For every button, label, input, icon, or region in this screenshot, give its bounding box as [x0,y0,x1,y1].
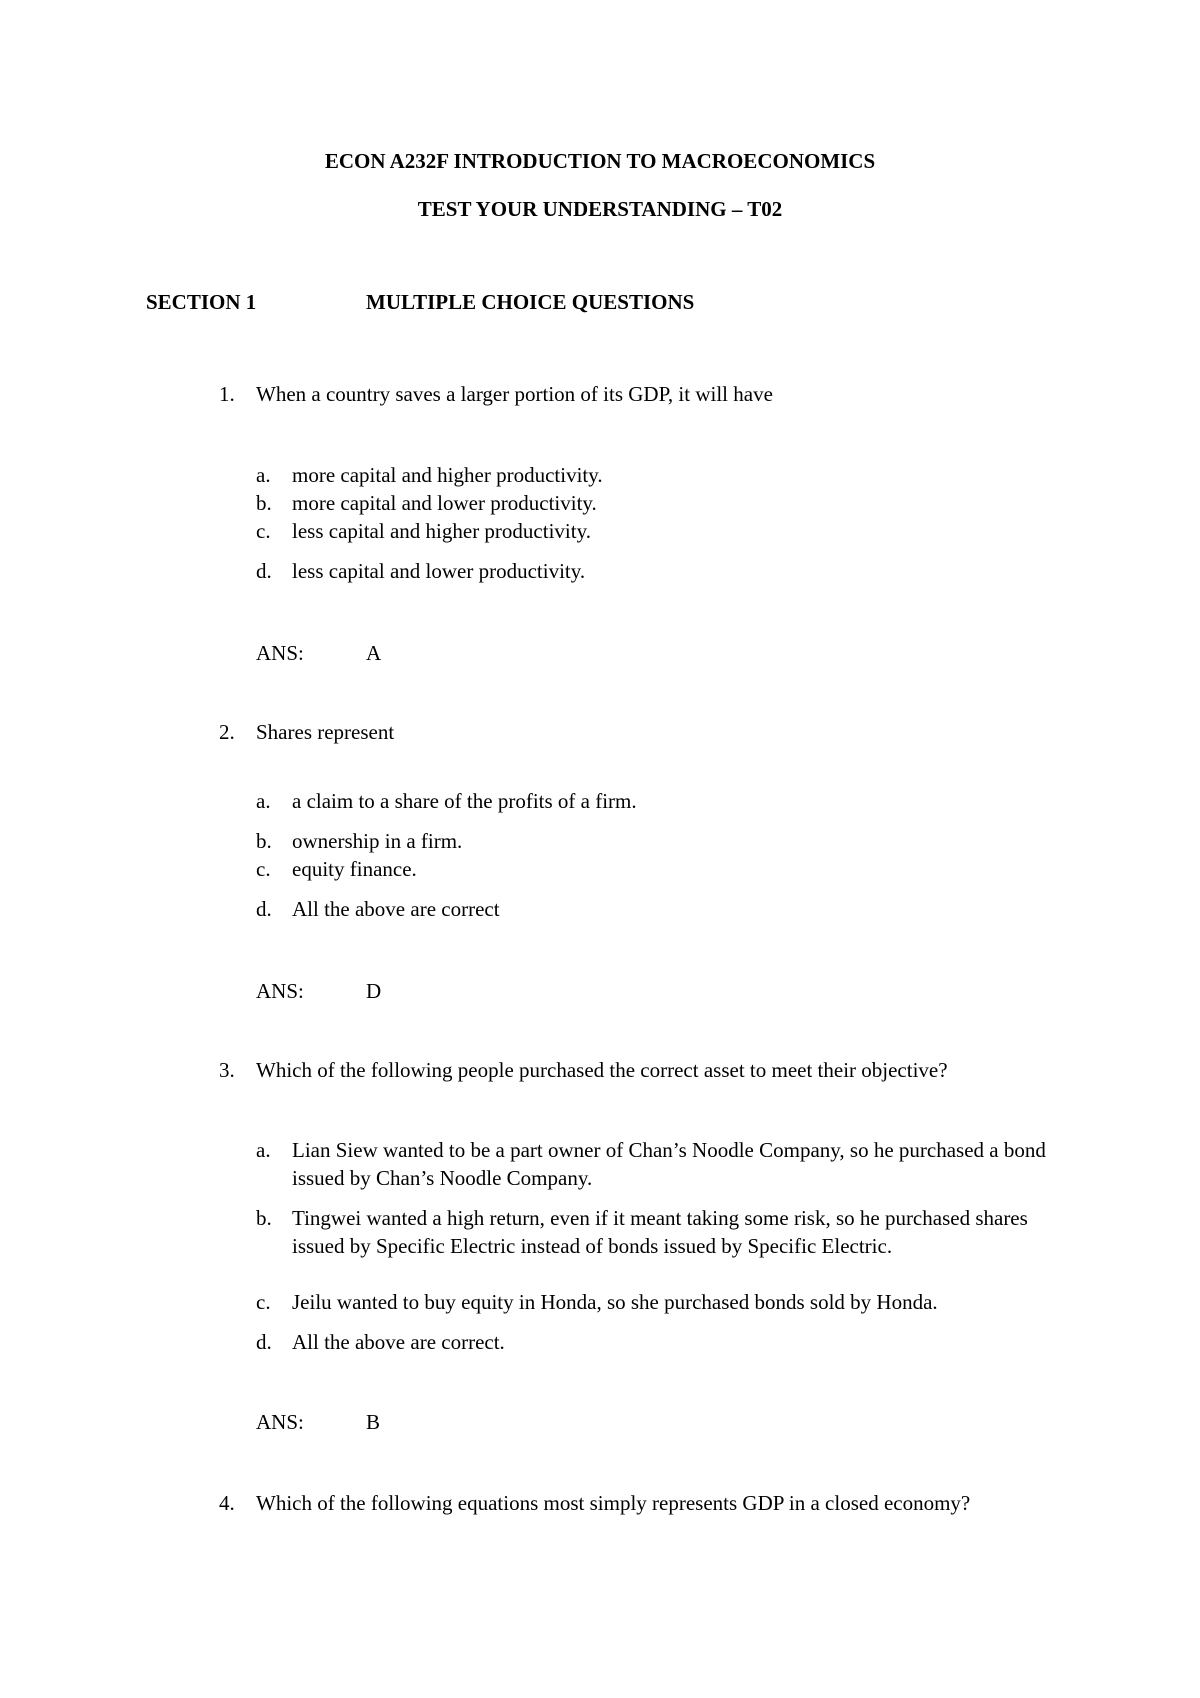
question-1-number: 1. [219,382,235,406]
question-2-option-d-letter: d. [256,897,272,921]
question-1-option-d-letter: d. [256,559,272,583]
section-number: SECTION 1 [146,290,257,314]
question-3-text: Which of the following people purchased the correct asset to meet their objective? [256,1058,948,1082]
question-2-option-a: a claim to a share of the profits of a firm. [292,789,637,813]
question-1-answer: A [366,641,382,665]
question-1-option-a: more capital and higher productivity. [292,463,603,487]
question-3-option-b-letter: b. [256,1206,272,1230]
question-1-option-b-letter: b. [256,491,272,515]
question-3-number: 3. [219,1058,235,1082]
question-2-option-c: equity finance. [292,857,417,881]
question-3-option-c: Jeilu wanted to buy equity in Honda, so she purchased bonds sold by Honda. [292,1290,938,1314]
question-2-option-a-letter: a. [256,789,271,813]
question-2-number: 2. [219,720,235,744]
question-3-option-d-letter: d. [256,1330,272,1354]
question-2-text: Shares represent [256,720,395,744]
question-2-answer: D [366,979,382,1003]
section-name: MULTIPLE CHOICE QUESTIONS [366,290,695,314]
question-3-option-c-letter: c. [256,1290,271,1314]
question-4-number: 4. [219,1491,235,1515]
question-3-option-b: Tingwei wanted a high return, even if it meant taking some risk, so he purchased shares issued by Specific Electric instead of bonds issued by Specific Electric. [292,1206,1028,1258]
question-3-option-a: Lian Siew wanted to be a part owner of Chan’s Noodle Company, so he purchased a bond issued by Chan’s Noodle Company. [292,1138,1046,1190]
question-3-option-d: All the above are correct. [292,1330,505,1354]
test-title: TEST YOUR UNDERSTANDING – T02 [417,197,783,221]
question-3-option-a-letter: a. [256,1138,271,1162]
question-1-text: When a country saves a larger portion of its GDP, it will have [256,382,773,406]
question-2-option-c-letter: c. [256,857,271,881]
question-2-option-b: ownership in a firm. [292,829,463,853]
question-2-option-d: All the above are correct [292,897,500,921]
question-3-answer-label: ANS: [256,1410,304,1434]
course-title: ECON A232F INTRODUCTION TO MACROECONOMICS [324,149,876,173]
question-1-answer-label: ANS: [256,641,304,665]
question-4-text: Which of the following equations most simply represents GDP in a closed economy? [256,1491,971,1515]
question-1-option-c-letter: c. [256,519,271,543]
question-2-option-b-letter: b. [256,829,272,853]
question-1-option-c: less capital and higher productivity. [292,519,591,543]
question-1-option-d: less capital and lower productivity. [292,559,586,583]
question-2-answer-label: ANS: [256,979,304,1003]
question-3-answer: B [366,1410,381,1434]
question-1-option-a-letter: a. [256,463,271,487]
question-1-option-b: more capital and lower productivity. [292,491,597,515]
